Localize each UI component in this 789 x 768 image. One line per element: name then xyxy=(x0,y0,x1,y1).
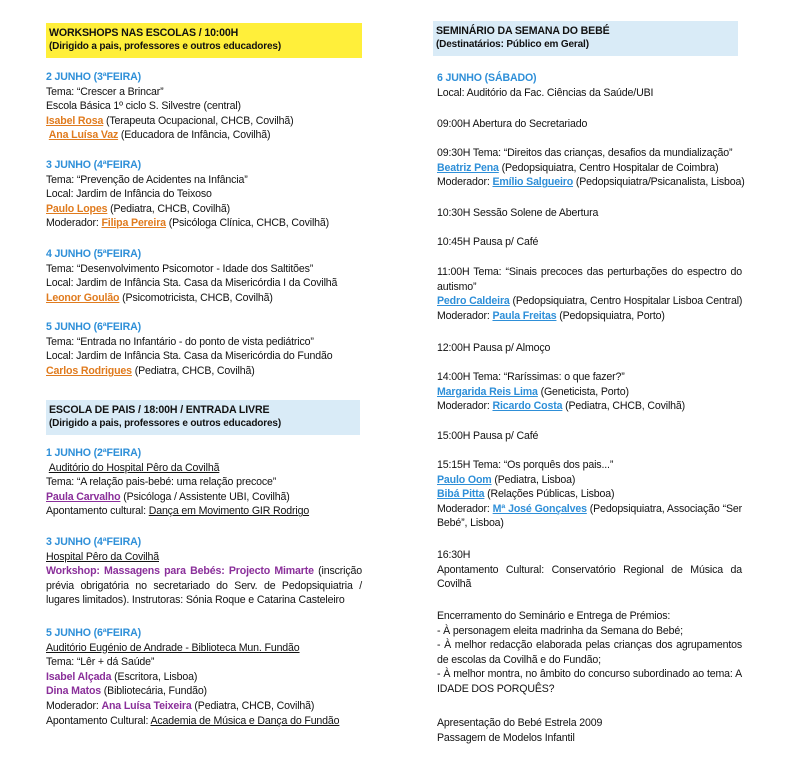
workshop-text: (inscrição prévia obrigatória no secretariado do Serv. de Pedopsiquiatria / lugares limitados). Instrutoras: Sónia Roque e Catarina Casteleiro xyxy=(46,565,362,607)
moderator-label: Moderador: xyxy=(437,502,493,515)
final-line: Apresentação do Bebé Estrela 2009 xyxy=(437,717,603,729)
slot-1500: 15:00H Pausa p/ Café xyxy=(437,430,539,442)
moderator-label: Moderador: xyxy=(437,400,493,413)
seminario-subtitle: (Destinatários: Público em Geral) xyxy=(436,39,589,50)
session-place: Hospital Pêro da Covilhã xyxy=(46,550,159,563)
speaker-role: (Pedopsiquiatra, Centro Hospitalar de Coimbra) xyxy=(498,161,719,174)
speaker-name: Dina Matos xyxy=(46,685,102,698)
session-tema: Tema: “A relação pais-bebé: uma relação precoce” xyxy=(46,476,277,489)
session-date: 3 JUNHO (4ªFEIRA) xyxy=(46,536,141,548)
session-local: Escola Básica 1º ciclo S. Silvestre (central) xyxy=(46,100,241,113)
workshop-session-2 xyxy=(46,158,362,231)
moderator-name: Ana Luísa Teixeira xyxy=(101,699,192,712)
speaker-link[interactable]: Isabel Rosa xyxy=(46,114,104,127)
moderator-label: Moderador: xyxy=(437,309,493,322)
session-place: Auditório do Hospital Pêro da Covilhã xyxy=(48,461,220,474)
seminario-header xyxy=(433,21,738,56)
slot-time: 16:30H xyxy=(437,549,471,561)
session-tema: Tema: “Crescer a Brincar” xyxy=(46,85,164,98)
escola-session-2 xyxy=(46,535,362,608)
speaker-role: (Escritora, Lisboa) xyxy=(111,670,198,683)
slot-title: 09:30H Tema: “Direitos das crianças, desafios da mundialização” xyxy=(437,147,733,159)
moderator-role: (Pedopsiquiatra, Porto) xyxy=(556,309,665,322)
speaker-link[interactable]: Pedro Caldeira xyxy=(437,295,510,308)
slot-1100 xyxy=(437,265,742,323)
cultural-label: Apontamento cultural: xyxy=(46,505,149,518)
slot-title: 15:15H Tema: “Os porquês dos pais...” xyxy=(437,459,614,471)
seminario-intro xyxy=(437,71,742,100)
cultural-name: Academia de Música e Dança do Fundão xyxy=(150,714,340,727)
speaker-link[interactable]: Paula Carvalho xyxy=(46,490,121,503)
moderator-role: (Pedopsiquiatra/Psicanalista, Lisboa) xyxy=(573,176,745,189)
escola-session-1 xyxy=(46,446,362,519)
session-date: 3 JUNHO (4ªFEIRA) xyxy=(46,159,141,171)
cultural-label: Apontamento Cultural: xyxy=(46,714,151,727)
moderator-link[interactable]: Mª José Gonçalves xyxy=(492,502,587,515)
final-block xyxy=(437,716,742,745)
moderator-role: (Pedopsiquiatra, Associação “Ser Bebé”, Lisboa) xyxy=(437,502,742,530)
speaker-role: (Psicóloga / Assistente UBI, Covilhã) xyxy=(120,490,290,503)
workshop-session-3 xyxy=(46,247,362,305)
speaker-role: (Educadora de Infância, Covilhã) xyxy=(118,129,271,142)
slot-0900: 09:00H Abertura do Secretariado xyxy=(437,118,588,130)
seminario-date: 6 JUNHO (SÁBADO) xyxy=(437,72,537,84)
moderator-role: (Pediatra, CHCB, Covilhã) xyxy=(562,400,686,413)
slot-1515 xyxy=(437,458,742,531)
moderator-link[interactable]: Paula Freitas xyxy=(492,309,557,322)
speaker-link[interactable]: Beatriz Pena xyxy=(437,161,499,174)
speaker-role: (Relações Públicas, Lisboa) xyxy=(484,488,615,501)
slot-title: 11:00H Tema: “Sinais precoces das perturbações do espectro do autismo” xyxy=(437,266,742,293)
escola-header xyxy=(46,400,360,435)
slot-1630 xyxy=(437,548,742,592)
speaker-link[interactable]: Margarida Reis Lima xyxy=(437,385,538,398)
slot-1030: 10:30H Sessão Solene de Abertura xyxy=(437,207,599,219)
session-date: 4 JUNHO (5ªFEIRA) xyxy=(46,248,141,260)
speaker-link[interactable]: Bibá Pitta xyxy=(437,488,485,501)
moderator-label: Moderador: xyxy=(46,217,102,230)
session-date: 1 JUNHO (2ªFEIRA) xyxy=(46,447,141,459)
moderator-label: Moderador: xyxy=(437,176,493,189)
moderator-role: (Psicóloga Clínica, CHCB, Covilhã) xyxy=(165,217,330,230)
workshop-session-4 xyxy=(46,320,362,378)
speaker-role: (Pedopsiquiatra, Centro Hospitalar Lisboa Central) xyxy=(509,295,743,308)
moderator-label: Moderador: xyxy=(46,699,102,712)
moderator-role: (Pediatra, CHCB, Covilhã) xyxy=(191,699,315,712)
speaker-role: (Geneticista, Porto) xyxy=(537,385,629,398)
speaker-link[interactable]: Paulo Lopes xyxy=(46,202,108,215)
workshops-title: WORKSHOPS NAS ESCOLAS / 10:00H xyxy=(49,27,239,39)
speaker-link[interactable]: Ana Luísa Vaz xyxy=(48,129,119,142)
slot-0930 xyxy=(437,146,745,190)
slot-title: 14:00H Tema: “Raríssimas: o que fazer?” xyxy=(437,371,625,383)
workshop-label: Workshop: Massagens para Bebés: Projecto Mimarte xyxy=(46,565,314,578)
slot-1200: 12:00H Pausa p/ Almoço xyxy=(437,342,551,354)
session-local: Local: Jardim de Infância do Teixoso xyxy=(46,188,212,201)
session-date: 5 JUNHO (6ªFEIRA) xyxy=(46,627,141,639)
escola-title: ESCOLA DE PAIS / 18:00H / ENTRADA LIVRE xyxy=(49,404,270,416)
speaker-role: (Pediatra, CHCB, Covilhã) xyxy=(131,364,255,377)
closing-item: - À personagem eleita madrinha da Semana do Bebé; xyxy=(437,624,683,637)
cultural-name: Dança em Movimento GIR Rodrigo xyxy=(148,505,310,518)
session-local: Local: Jardim de Infância Sta. Casa da Misericórdia do Fundão xyxy=(46,350,333,363)
speaker-link[interactable]: Paulo Oom xyxy=(437,473,492,486)
speaker-role: (Pediatra, CHCB, Covilhã) xyxy=(107,202,231,215)
final-line: Passagem de Modelos Infantil xyxy=(437,731,575,744)
moderator-link[interactable]: Filipa Pereira xyxy=(101,217,166,230)
closing-block xyxy=(437,609,742,697)
workshops-subtitle: (Dirigido a pais, professores e outros educadores) xyxy=(49,41,282,52)
moderator-link[interactable]: Emílio Salgueiro xyxy=(492,176,574,189)
closing-item: - À melhor montra, no âmbito do concurso subordinado ao tema: A IDADE DOS PORQUÊS? xyxy=(437,668,742,695)
speaker-role: (Terapeuta Ocupacional, CHCB, Covilhã) xyxy=(103,114,294,127)
closing-item: - À melhor redacção elaborada pelas crianças dos agrupamentos de escolas da Covilhã e do Fundão; xyxy=(437,639,742,666)
speaker-link[interactable]: Carlos Rodrigues xyxy=(46,364,132,377)
session-tema: Tema: “Entrada no Infantário - do ponto de vista pediátrico” xyxy=(46,335,314,348)
speaker-link[interactable]: Leonor Goulão xyxy=(46,291,120,304)
session-date: 2 JUNHO (3ªFEIRA) xyxy=(46,71,141,83)
speaker-role: (Bibliotecária, Fundão) xyxy=(101,685,207,698)
closing-title: Encerramento do Seminário e Entrega de Prémios: xyxy=(437,610,671,622)
workshop-session-1 xyxy=(46,70,362,143)
session-tema: Tema: “Lêr + dá Saúde” xyxy=(46,656,155,669)
seminario-title: SEMINÁRIO DA SEMANA DO BEBÉ xyxy=(436,25,610,37)
workshop-description xyxy=(46,564,362,608)
slot-1400 xyxy=(437,370,742,414)
session-local: Local: Jardim de Infância Sta. Casa da Misericórdia I da Covilhã xyxy=(46,277,338,290)
workshops-header xyxy=(46,23,362,58)
session-tema: Tema: “Desenvolvimento Psicomotor - Idade dos Saltitões” xyxy=(46,262,314,275)
session-tema: Tema: “Prevenção de Acidentes na Infância” xyxy=(46,173,248,186)
slot-text: Apontamento Cultural: Conservatório Regional de Música da Covilhã xyxy=(437,563,742,591)
speaker-role: (Pediatra, Lisboa) xyxy=(491,473,576,486)
session-date: 5 JUNHO (6ªFEIRA) xyxy=(46,321,141,333)
moderator-link[interactable]: Ricardo Costa xyxy=(492,400,563,413)
speaker-role: (Psicomotricista, CHCB, Covilhã) xyxy=(119,291,273,304)
speaker-name: Isabel Alçada xyxy=(46,670,112,683)
escola-session-3 xyxy=(46,626,362,728)
escola-subtitle: (Dirigido a pais, professores e outros educadores) xyxy=(49,418,282,429)
seminario-local: Local: Auditório da Fac. Ciências da Saúde/UBI xyxy=(437,86,654,99)
session-place: Auditório Eugénio de Andrade - Biblioteca Mun. Fundão xyxy=(46,641,300,654)
slot-1045: 10:45H Pausa p/ Café xyxy=(437,236,539,248)
